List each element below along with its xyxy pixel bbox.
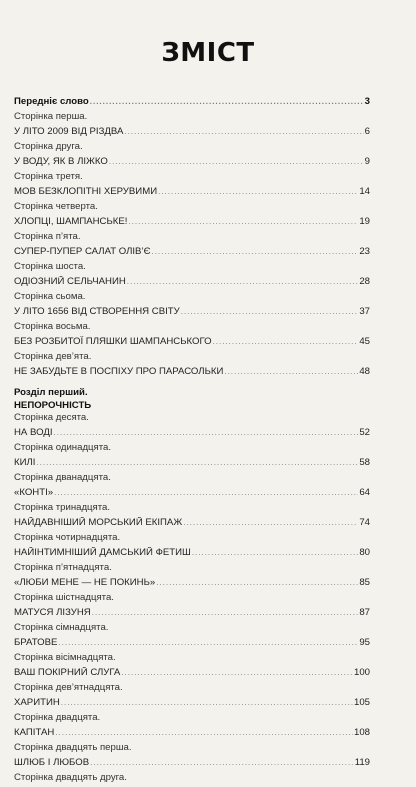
toc-chapter-title: У ЛІТО 1656 ВІД СТВОРЕННЯ СВІТУ [14,306,180,317]
toc-page-number: 108 [353,727,370,738]
dot-leader [92,608,359,617]
toc-story-label: Сторінка четверта. [14,201,98,212]
toc-chapter-entry[interactable] [14,637,370,652]
toc-story-label: Сторінка дев’ята. [14,351,92,362]
toc-page-number: 52 [359,427,370,438]
toc-chapter-title: «ЛЮБИ МЕНЕ — НЕ ПОКИНЬ» [14,577,156,588]
toc-page-number: 58 [359,457,370,468]
dot-leader [90,758,354,767]
toc-page-number: 80 [359,547,370,558]
toc-story-label: Сторінка одинадцята. [14,442,112,453]
toc-story-label: Сторінка перша. [14,111,88,122]
toc-chapter-entry[interactable] [14,757,370,772]
toc-page-number: 6 [364,126,370,137]
toc-chapter-entry[interactable] [14,156,370,171]
toc-chapter-entry[interactable] [14,216,370,231]
toc-chapter-title: КАПІТАН [14,727,55,738]
toc-chapter-title: БЕЗ РОЗБИТОЇ ПЛЯШКИ ШАМПАНСЬКОГО [14,336,212,347]
dot-leader [128,217,358,226]
toc-story-line [14,682,370,697]
toc-story-label: Сторінка п’ята. [14,231,81,242]
dot-leader [224,367,358,376]
toc-story-line [14,652,370,667]
toc-story-label: Сторінка п’ятнадцята. [14,562,112,573]
dot-leader [109,157,364,166]
toc-page-number: 100 [353,667,370,678]
toc-chapter-title: ШЛЮБ І ЛЮБОВ [14,757,90,768]
toc-story-line [14,472,370,487]
toc-story-line [14,111,370,126]
toc-chapter-entry[interactable] [14,607,370,622]
dot-leader [151,247,358,256]
toc-story-line [14,502,370,517]
toc-page-number: 23 [359,246,370,257]
dot-leader [90,97,364,106]
toc-story-label: Сторінка двадцять перша. [14,742,132,753]
dot-leader [121,668,353,677]
toc-page-number: 3 [364,96,370,107]
toc-story-line [14,261,370,276]
toc-page-number: 119 [354,757,370,768]
toc-story-label: Сторінка дванадцята. [14,472,111,483]
toc-chapter-entry[interactable] [14,126,370,141]
dot-leader [55,728,353,737]
toc-page-number: 37 [359,306,370,317]
toc-entry-preface[interactable] [14,96,370,111]
toc-chapter-entry[interactable] [14,577,370,592]
dot-leader [54,488,358,497]
toc-page-number: 9 [364,156,370,167]
dot-leader [127,277,359,286]
toc-story-label: Сторінка тринадцята. [14,502,111,513]
toc-story-label: Сторінка двадцять друга. [14,772,127,783]
toc-part-1 [14,111,370,381]
dot-leader [158,187,358,196]
toc-story-line [14,442,370,457]
toc-story-label: Сторінка восьма. [14,321,91,332]
toc-chapter-title: БРАТОВЕ [14,637,58,648]
toc-page-number: 45 [359,336,370,347]
dot-leader [54,428,359,437]
dot-leader [61,698,353,707]
toc-story-line [14,231,370,246]
toc-chapter-entry[interactable] [14,547,370,562]
toc-story-line [14,291,370,306]
dot-leader [124,127,363,136]
toc-story-line [14,592,370,607]
toc-chapter-entry[interactable] [14,727,370,742]
table-of-contents [14,96,370,787]
toc-chapter-entry[interactable] [14,457,370,472]
toc-story-line [14,321,370,336]
toc-chapter-title: СУПЕР-ПУПЕР САЛАТ ОЛІВ’Є [14,246,151,257]
toc-story-line [14,562,370,577]
toc-chapter-title: У ЛІТО 2009 ВІД РІЗДВА [14,126,124,137]
toc-chapter-title: НЕ ЗАБУДЬТЕ В ПОСПІХУ ПРО ПАРАСОЛЬКИ [14,366,224,377]
toc-page-number: 95 [359,637,370,648]
toc-chapter-entry[interactable] [14,487,370,502]
page-title: ЗМІСТ [161,38,255,68]
toc-chapter-title: «КОНТІ» [14,487,54,498]
toc-chapter-entry[interactable] [14,246,370,261]
toc-chapter-title: НАЙДАВНІШИЙ МОРСЬКИЙ ЕКІПАЖ [14,517,183,528]
toc-chapter-entry[interactable] [14,697,370,712]
dot-leader [36,458,358,467]
toc-story-label: Сторінка чотирнадцята. [14,532,121,543]
dot-leader [183,518,358,527]
toc-page-number: 14 [359,186,370,197]
toc-chapter-title: ХЛОПЦІ, ШАМПАНСЬКЕ! [14,216,128,227]
toc-story-label: Сторінка сьома. [14,291,86,302]
dot-leader [213,337,359,346]
toc-chapter-entry[interactable] [14,306,370,321]
toc-chapter-entry[interactable] [14,517,370,532]
toc-chapter-title: МОВ БЕЗКЛОПІТНІ ХЕРУВИМИ [14,186,158,197]
toc-entry-label: Передніє слово [14,96,89,107]
toc-story-line [14,412,370,427]
toc-page-number: 85 [359,577,370,588]
toc-story-label: Сторінка шоста. [14,261,86,272]
toc-chapter-entry[interactable] [14,667,370,682]
toc-chapter-entry[interactable] [14,427,370,442]
toc-story-label: Сторінка сімнадцята. [14,622,109,633]
toc-story-label: Сторінка друга. [14,141,83,152]
section-heading-line2: НЕПОРОЧНІСТЬ [14,400,92,411]
toc-story-line [14,532,370,547]
toc-story-line [14,712,370,727]
toc-page-number: 74 [359,517,370,528]
toc-story-line [14,622,370,637]
dot-leader [192,548,359,557]
toc-part-2 [14,412,370,787]
toc-chapter-title: ВАШ ПОКІРНИЙ СЛУГА [14,667,121,678]
toc-story-line [14,141,370,156]
toc-story-label: Сторінка дев’ятнадцята. [14,682,123,693]
toc-chapter-title: НАЙІНТИМНІШИЙ ДАМСЬКИЙ ФЕТИШ [14,547,191,558]
toc-page-number: 64 [359,487,370,498]
toc-story-label: Сторінка вісімнадцята. [14,652,116,663]
toc-story-label: Сторінка двадцята. [14,712,101,723]
toc-chapter-title: КИЛІ [14,457,36,468]
toc-page-number: 19 [359,216,370,227]
toc-story-line [14,171,370,186]
toc-chapter-title: ХАРИТИН [14,697,60,708]
toc-page-number: 28 [359,276,370,287]
toc-story-line [14,351,370,366]
toc-page-number: 105 [353,697,370,708]
toc-story-line [14,772,370,787]
dot-leader [156,578,358,587]
toc-chapter-title: МАТУСЯ ЛІЗУНЯ [14,607,91,618]
toc-chapter-entry[interactable] [14,186,370,201]
toc-story-label: Сторінка шістнадцята. [14,592,114,603]
toc-chapter-title: ОДІОЗНИЙ СЕЛЬЧАНИН [14,276,126,287]
toc-page-number: 48 [359,366,370,377]
toc-story-line [14,742,370,757]
dot-leader [58,638,358,647]
toc-chapter-title: НА ВОДІ [14,427,53,438]
toc-story-line [14,201,370,216]
dot-leader [181,307,359,316]
toc-chapter-entry[interactable] [14,336,370,351]
toc-chapter-entry[interactable] [14,366,370,381]
toc-page-number: 87 [359,607,370,618]
toc-story-label: Сторінка третя. [14,171,83,182]
toc-chapter-title: У ВОДУ, ЯК В ЛІЖКО [14,156,108,167]
toc-chapter-entry[interactable] [14,276,370,291]
section-heading-line1: Розділ перший. [14,387,88,398]
toc-story-label: Сторінка десята. [14,412,89,423]
